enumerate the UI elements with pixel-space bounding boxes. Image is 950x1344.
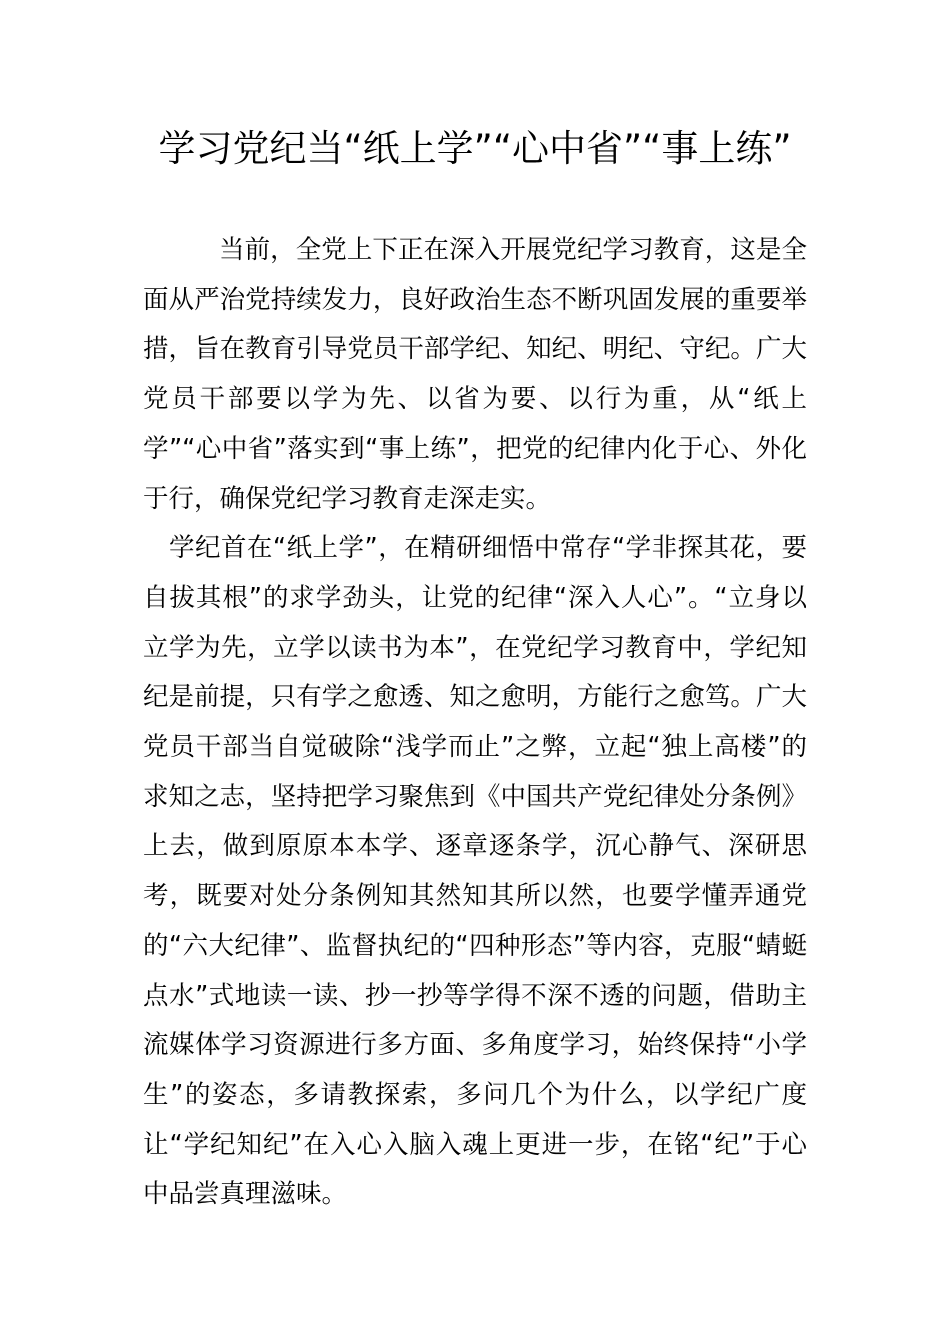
paragraph-study-on-paper: 学纪首在“纸上学”，在精研细悟中常存“学非探其花，要自拔其根”的求学劲头，让党的纪律“深入人心”。“立身以立学为先，立学以读书为本”，在党纪学习教育中，学纪知纪是前提，只有学之愈透、知之愈明，方能行之愈笃。广大党员干部当自觉破除“浅学而止”之弊，立起“独上高楼”的求知之志，坚持把学习聚焦到《中国共产党纪律处分条例》上去，做到原原本本学、逐章逐条学，沉心静气、深研思考，既要对处分条例知其然知其所以然，也要学懂弄通党的“六大纪律”、监督执纪的“四种形态”等内容，克服“蜻蜓点水”式地读一读、抄一抄等学得不深不透的问题，借助主流媒体学习资源进行多方面、多角度学习，始终保持“小学生”的姿态，多请教探索，多问几个为什么，以学纪广度让“学纪知纪”在入心入脑入魂上更进一步，在铭“纪”于心中品尝真理滋味。 bbox=[143, 533, 807, 1210]
document-body bbox=[143, 226, 807, 1220]
paragraph-intro: 当前，全党上下正在深入开展党纪学习教育，这是全面从严治党持续发力，良好政治生态不断巩固发展的重要举措，旨在教育引导党员干部学纪、知纪、明纪、守纪。广大党员干部要以学为先、以省为要、以行为重，从“纸上学”“心中省”落实到“事上练”，把党的纪律内化于心、外化于行，确保党纪学习教育走深走实。 bbox=[143, 235, 807, 514]
document-title: 学习党纪当“纸上学”“心中省”“事上练” bbox=[158, 127, 792, 170]
